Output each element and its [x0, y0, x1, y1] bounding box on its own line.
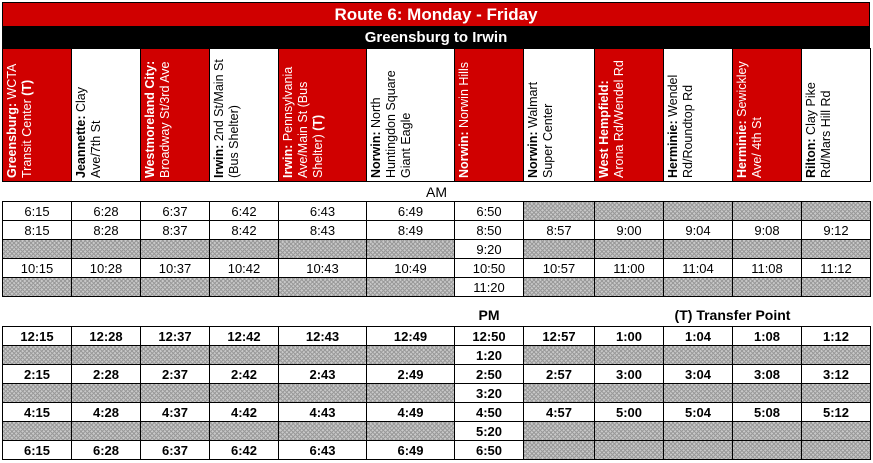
stop-town: Rilton: — [804, 138, 818, 178]
no-service-cell — [524, 278, 595, 297]
time-cell: 4:28 — [72, 403, 141, 422]
no-service-cell — [595, 240, 664, 259]
no-service-cell — [3, 278, 72, 297]
time-cell: 9:08 — [733, 221, 802, 240]
time-cell: 4:37 — [141, 403, 210, 422]
no-service-cell — [279, 278, 367, 297]
no-service-cell — [802, 384, 871, 403]
time-cell: 6:49 — [367, 202, 455, 221]
time-cell: 8:15 — [3, 221, 72, 240]
time-cell: 1:04 — [664, 327, 733, 346]
time-cell: 9:20 — [455, 240, 524, 259]
time-cell: 2:50 — [455, 365, 524, 384]
time-cell: 12:42 — [210, 327, 279, 346]
table-row — [3, 327, 871, 346]
no-service-cell — [802, 346, 871, 365]
time-cell: 8:28 — [72, 221, 141, 240]
table-row — [3, 384, 871, 403]
time-cell: 10:28 — [72, 259, 141, 278]
time-cell: 8:50 — [455, 221, 524, 240]
table-row — [3, 202, 871, 221]
time-cell: 6:42 — [210, 441, 279, 460]
no-service-cell — [3, 422, 72, 441]
no-service-cell — [664, 278, 733, 297]
timetable — [2, 48, 871, 460]
am-band — [3, 182, 871, 202]
time-cell: 6:37 — [141, 441, 210, 460]
no-service-cell — [524, 240, 595, 259]
table-row — [3, 259, 871, 278]
table-row — [3, 240, 871, 259]
time-cell: 10:15 — [3, 259, 72, 278]
time-cell: 1:08 — [733, 327, 802, 346]
time-cell: 6:15 — [3, 441, 72, 460]
timetable-body — [3, 182, 871, 460]
stop-name: Rilton: Clay Pike Rd/Mars Hill Rd — [804, 82, 833, 178]
stop-town: Jeannette: — [74, 115, 88, 178]
spacer — [3, 297, 871, 305]
stop-header — [524, 49, 595, 182]
no-service-cell — [141, 384, 210, 403]
time-cell: 8:57 — [524, 221, 595, 240]
no-service-cell — [802, 202, 871, 221]
no-service-cell — [595, 278, 664, 297]
no-service-cell — [210, 346, 279, 365]
no-service-cell — [595, 422, 664, 441]
table-row — [3, 278, 871, 297]
time-cell: 9:04 — [664, 221, 733, 240]
no-service-cell — [367, 278, 455, 297]
no-service-cell — [210, 422, 279, 441]
stop-town: West Hempfield: — [597, 80, 611, 178]
time-cell: 10:42 — [210, 259, 279, 278]
no-service-cell — [664, 441, 733, 460]
table-row — [3, 403, 871, 422]
time-cell: 4:50 — [455, 403, 524, 422]
no-service-cell — [595, 346, 664, 365]
time-cell: 6:50 — [455, 441, 524, 460]
stop-town: Irwin: — [281, 144, 295, 178]
time-cell: 3:08 — [733, 365, 802, 384]
no-service-cell — [141, 240, 210, 259]
time-cell: 11:04 — [664, 259, 733, 278]
stop-name: Greensburg: WCTA Transit Center (T) — [5, 64, 34, 178]
time-cell: 12:49 — [367, 327, 455, 346]
time-cell: 6:37 — [141, 202, 210, 221]
no-service-cell — [210, 278, 279, 297]
stop-town: Norwin: — [526, 131, 540, 178]
no-service-cell — [524, 346, 595, 365]
time-cell: 11:08 — [733, 259, 802, 278]
time-cell: 10:50 — [455, 259, 524, 278]
time-cell: 6:49 — [367, 441, 455, 460]
time-cell: 8:49 — [367, 221, 455, 240]
table-row — [3, 221, 871, 240]
stop-name: Norwin: Walmart Super Center — [526, 81, 555, 178]
no-service-cell — [72, 384, 141, 403]
time-cell: 5:12 — [802, 403, 871, 422]
time-cell: 12:57 — [524, 327, 595, 346]
time-cell: 6:43 — [279, 202, 367, 221]
transfer-tag: (T) — [20, 79, 34, 96]
time-cell: 6:28 — [72, 202, 141, 221]
time-cell: 11:20 — [455, 278, 524, 297]
time-cell: 12:28 — [72, 327, 141, 346]
transfer-note: (T) Transfer Point — [674, 307, 791, 324]
stop-name: Irwin: 2nd St/Main St (Bus Shelter) — [212, 59, 241, 178]
no-service-cell — [3, 384, 72, 403]
band-blank — [524, 305, 595, 327]
no-service-cell — [367, 346, 455, 365]
band-blank — [3, 305, 455, 327]
time-cell: 4:15 — [3, 403, 72, 422]
stop-header — [802, 49, 871, 182]
stop-header-row — [3, 49, 871, 182]
time-cell: 5:20 — [455, 422, 524, 441]
time-cell: 12:50 — [455, 327, 524, 346]
stop-header — [455, 49, 524, 182]
stop-name: Herminie: Sewickley Ave/ 4th St — [735, 61, 764, 178]
time-cell: 3:00 — [595, 365, 664, 384]
stop-town: Herminie: — [735, 120, 749, 178]
no-service-cell — [524, 202, 595, 221]
time-cell: 6:28 — [72, 441, 141, 460]
no-service-cell — [733, 278, 802, 297]
no-service-cell — [664, 346, 733, 365]
no-service-cell — [733, 441, 802, 460]
no-service-cell — [72, 422, 141, 441]
time-cell: 10:43 — [279, 259, 367, 278]
no-service-cell — [3, 240, 72, 259]
time-cell: 11:12 — [802, 259, 871, 278]
time-cell: 5:04 — [664, 403, 733, 422]
no-service-cell — [72, 346, 141, 365]
time-cell: 2:28 — [72, 365, 141, 384]
time-cell: 3:20 — [455, 384, 524, 403]
spacer-row — [3, 297, 871, 305]
stop-header — [3, 49, 72, 182]
stop-header — [664, 49, 733, 182]
no-service-cell — [141, 422, 210, 441]
no-service-cell — [279, 384, 367, 403]
table-row — [3, 422, 871, 441]
time-cell: 10:49 — [367, 259, 455, 278]
time-cell: 12:15 — [3, 327, 72, 346]
schedule-title: Route 6: Monday - Friday — [2, 2, 870, 26]
time-cell: 4:42 — [210, 403, 279, 422]
no-service-cell — [733, 202, 802, 221]
time-cell: 6:43 — [279, 441, 367, 460]
no-service-cell — [279, 422, 367, 441]
time-cell: 6:50 — [455, 202, 524, 221]
stop-header — [733, 49, 802, 182]
no-service-cell — [664, 384, 733, 403]
table-row — [3, 441, 871, 460]
no-service-cell — [524, 441, 595, 460]
time-cell: 9:12 — [802, 221, 871, 240]
time-cell: 1:20 — [455, 346, 524, 365]
time-cell: 4:49 — [367, 403, 455, 422]
no-service-cell — [279, 346, 367, 365]
no-service-cell — [733, 384, 802, 403]
stop-town: Greensburg: — [5, 102, 19, 178]
stop-header — [595, 49, 664, 182]
time-cell: 9:00 — [595, 221, 664, 240]
time-cell: 6:15 — [3, 202, 72, 221]
no-service-cell — [72, 240, 141, 259]
no-service-cell — [524, 384, 595, 403]
no-service-cell — [664, 240, 733, 259]
table-row — [3, 346, 871, 365]
time-cell: 6:42 — [210, 202, 279, 221]
no-service-cell — [664, 422, 733, 441]
time-cell: 4:43 — [279, 403, 367, 422]
time-cell: 2:49 — [367, 365, 455, 384]
no-service-cell — [210, 240, 279, 259]
no-service-cell — [279, 240, 367, 259]
stop-town: Norwin: — [457, 131, 471, 178]
time-cell: 10:57 — [524, 259, 595, 278]
time-cell: 5:00 — [595, 403, 664, 422]
time-cell: 4:57 — [524, 403, 595, 422]
no-service-cell — [595, 202, 664, 221]
no-service-cell — [524, 422, 595, 441]
no-service-cell — [595, 441, 664, 460]
no-service-cell — [595, 384, 664, 403]
stop-name: Norwin: Norwin Hills — [457, 62, 471, 178]
no-service-cell — [802, 240, 871, 259]
no-service-cell — [802, 441, 871, 460]
no-service-cell — [802, 278, 871, 297]
stop-town: Herminie: — [666, 120, 680, 178]
no-service-cell — [733, 422, 802, 441]
time-cell: 5:08 — [733, 403, 802, 422]
am-label: AM — [426, 183, 447, 200]
time-cell: 1:12 — [802, 327, 871, 346]
no-service-cell — [733, 346, 802, 365]
stop-header — [279, 49, 367, 182]
time-cell: 2:15 — [3, 365, 72, 384]
time-cell: 8:37 — [141, 221, 210, 240]
no-service-cell — [367, 422, 455, 441]
pm-band — [3, 305, 871, 327]
no-service-cell — [664, 202, 733, 221]
stop-name: Westmoreland City: Broadway St/3rd Ave — [143, 60, 172, 178]
stop-town: Westmoreland City: — [143, 60, 157, 178]
stop-header — [367, 49, 455, 182]
time-cell: 3:04 — [664, 365, 733, 384]
stop-name: West Hempfield: Arona Rd/Wendel Rd — [597, 60, 626, 178]
stop-town: Irwin: — [212, 144, 226, 178]
time-cell: 8:43 — [279, 221, 367, 240]
stop-header — [210, 49, 279, 182]
no-service-cell — [141, 278, 210, 297]
time-cell: 3:12 — [802, 365, 871, 384]
stop-name: Herminie: Wendel Rd/Roundtop Rd — [666, 74, 695, 178]
schedule-subtitle: Greensburg to Irwin — [2, 26, 870, 48]
stop-header — [141, 49, 210, 182]
no-service-cell — [141, 346, 210, 365]
schedule — [2, 2, 870, 460]
time-cell: 10:37 — [141, 259, 210, 278]
no-service-cell — [367, 384, 455, 403]
stop-header — [72, 49, 141, 182]
time-cell: 12:37 — [141, 327, 210, 346]
no-service-cell — [210, 384, 279, 403]
time-cell: 2:37 — [141, 365, 210, 384]
no-service-cell — [3, 346, 72, 365]
stop-town: Norwin: — [369, 131, 383, 178]
no-service-cell — [72, 278, 141, 297]
time-cell: 2:43 — [279, 365, 367, 384]
transfer-tag: (T) — [311, 114, 325, 131]
table-row — [3, 365, 871, 384]
stop-name: Norwin: North Huntingdon Square Giant Eagle — [369, 70, 413, 178]
time-cell: 2:57 — [524, 365, 595, 384]
pm-label: PM — [478, 307, 500, 324]
no-service-cell — [802, 422, 871, 441]
stop-name: Irwin: Pennsylvania Ave/Main St (Bus Shelter) (T) — [281, 66, 325, 178]
time-cell: 12:43 — [279, 327, 367, 346]
time-cell: 8:42 — [210, 221, 279, 240]
stop-name: Jeannette: Clay Ave/7th St — [74, 86, 103, 178]
no-service-cell — [367, 240, 455, 259]
time-cell: 2:42 — [210, 365, 279, 384]
time-cell: 1:00 — [595, 327, 664, 346]
no-service-cell — [733, 240, 802, 259]
time-cell: 11:00 — [595, 259, 664, 278]
